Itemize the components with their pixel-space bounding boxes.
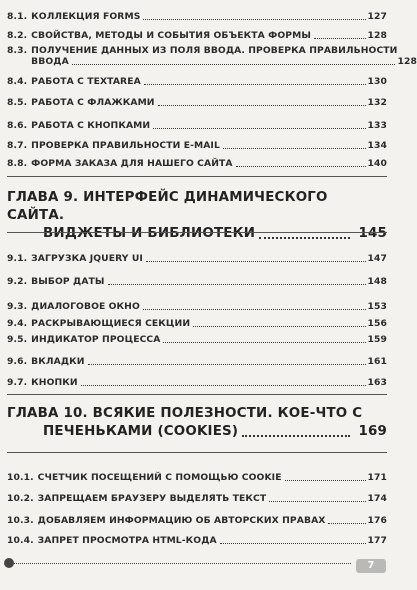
leader-dots <box>108 284 366 285</box>
entry-title: КНОПКИ <box>31 377 78 388</box>
leader-dots <box>146 261 366 262</box>
leader-dots <box>220 543 366 544</box>
leader-dots <box>153 128 365 129</box>
divider <box>7 176 387 177</box>
entry-page: 163 <box>367 377 387 388</box>
toc-entry <box>7 334 387 345</box>
entry-number: 8.3. <box>7 45 28 56</box>
entry-number: 9.3. <box>7 301 28 312</box>
entry-title: ВКЛАДКИ <box>31 356 85 367</box>
toc-entry <box>7 76 387 87</box>
entry-page: 161 <box>367 356 387 367</box>
entry-title: ПРОВЕРКА ПРАВИЛЬНОСТИ E-MAIL <box>31 140 220 151</box>
toc-entry <box>7 253 387 264</box>
entry-number: 9.1. <box>7 253 28 264</box>
toc-entry <box>7 30 387 41</box>
toc-entry <box>7 493 387 504</box>
chapter-page: 145 <box>358 226 387 241</box>
entry-number: 8.6. <box>7 120 28 131</box>
entry-page: 153 <box>367 301 387 312</box>
entry-number: 10.1. <box>7 472 34 483</box>
toc-entry <box>7 158 387 169</box>
entry-page: 128 <box>397 56 417 67</box>
entry-page: 147 <box>367 253 387 264</box>
leader-dots <box>314 38 366 39</box>
leader-dots <box>193 326 365 327</box>
leader-dots <box>81 385 366 386</box>
toc-entry <box>7 97 387 108</box>
entry-number: 9.2. <box>7 276 28 287</box>
entry-number: 10.3. <box>7 515 34 526</box>
divider <box>7 232 387 233</box>
entry-number: 8.5. <box>7 97 28 108</box>
chapter-page: 169 <box>358 424 387 439</box>
entry-page: 133 <box>367 120 387 131</box>
entry-number: 8.7. <box>7 140 28 151</box>
leader-dots <box>88 364 366 365</box>
entry-page: 148 <box>367 276 387 287</box>
entry-title: ЗАГРУЗКА JQUERY UI <box>31 253 143 264</box>
entry-number: 9.5. <box>7 334 28 345</box>
entry-title: ИНДИКАТОР ПРОЦЕССА <box>31 334 161 345</box>
entry-number: 8.4. <box>7 76 28 87</box>
toc-entry <box>7 515 387 526</box>
entry-page: 159 <box>367 334 387 345</box>
entry-title: ФОРМА ЗАКАЗА ДЛЯ НАШЕГО САЙТА <box>31 158 233 169</box>
leader-dots <box>285 480 366 481</box>
entry-page: 171 <box>367 472 387 483</box>
toc-entry <box>7 301 387 312</box>
entry-title: РАСКРЫВАЮЩИЕСЯ СЕКЦИИ <box>31 318 191 329</box>
entry-title: ВЫБОР ДАТЫ <box>31 276 105 287</box>
leader-dots <box>223 148 366 149</box>
toc-entry <box>7 377 387 388</box>
toc-entry <box>7 120 387 131</box>
entry-page: 140 <box>367 158 387 169</box>
footer-dotted-line <box>9 563 351 564</box>
leader-dots <box>163 342 365 343</box>
entry-number: 10.2. <box>7 493 34 504</box>
entry-page: 176 <box>367 515 387 526</box>
entry-title: ЗАПРЕТ ПРОСМОТРА HTML-КОДА <box>37 535 217 546</box>
leader-dots <box>158 105 366 106</box>
toc-entry <box>7 356 387 367</box>
entry-number: 8.8. <box>7 158 28 169</box>
entry-title: СЧЕТЧИК ПОСЕЩЕНИЙ С ПОМОЩЬЮ COOKIE <box>37 472 282 483</box>
entry-title: ЗАПРЕЩАЕМ БРАУЗЕРУ ВЫДЕЛЯТЬ ТЕКСТ <box>37 493 267 504</box>
entry-number: 8.2. <box>7 30 28 41</box>
entry-page: 177 <box>367 535 387 546</box>
entry-title: КОЛЛЕКЦИЯ FORMS <box>31 11 141 22</box>
chapter-title-line1: ГЛАВА 9. ИНТЕРФЕЙС ДИНАМИЧЕСКОГО САЙТА. <box>7 190 328 223</box>
entry-number: 9.6. <box>7 356 28 367</box>
divider <box>7 394 387 395</box>
chapter-heading <box>7 405 387 441</box>
leader-dots <box>259 237 350 239</box>
chapter-title-line2: ВИДЖЕТЫ И БИБЛИОТЕКИ <box>43 226 256 241</box>
chapter-heading <box>7 189 387 243</box>
leader-dots <box>144 84 366 85</box>
toc-entry <box>7 276 387 287</box>
entry-title: РАБОТА С ФЛАЖКАМИ <box>31 97 155 108</box>
entry-number: 8.1. <box>7 11 28 22</box>
chapter-title-line1: ГЛАВА 10. ВСЯКИЕ ПОЛЕЗНОСТИ. КОЕ-ЧТО С <box>7 406 363 421</box>
entry-page: 134 <box>367 140 387 151</box>
leader-dots <box>328 523 365 524</box>
entry-page: 127 <box>367 11 387 22</box>
entry-number: 9.4. <box>7 318 28 329</box>
leader-dots <box>236 166 366 167</box>
leader-dots <box>143 309 366 310</box>
entry-title: СВОЙСТВА, МЕТОДЫ И СОБЫТИЯ ОБЪЕКТА ФОРМЫ <box>31 30 311 41</box>
entry-page: 174 <box>367 493 387 504</box>
leader-dots <box>72 64 396 65</box>
leader-dots <box>143 19 365 20</box>
entry-number: 10.4. <box>7 535 34 546</box>
entry-page: 128 <box>367 30 387 41</box>
entry-title: РАБОТА С TEXTAREA <box>31 76 141 87</box>
leader-dots <box>269 501 365 502</box>
entry-title: РАБОТА С КНОПКАМИ <box>31 120 151 131</box>
entry-title-continued: ВВОДА <box>31 56 69 67</box>
chapter-title-line2: ПЕЧЕНЬКАМИ (COOKIES) <box>43 424 239 439</box>
entry-title: ДИАЛОГОВОЕ ОКНО <box>31 301 140 312</box>
entry-title: ДОБАВЛЯЕМ ИНФОРМАЦИЮ ОБ АВТОРСКИХ ПРАВАХ <box>37 515 326 526</box>
divider <box>7 452 387 453</box>
toc-entry <box>7 11 387 22</box>
toc-entry <box>7 140 387 151</box>
entry-number: 9.7. <box>7 377 28 388</box>
entry-title: ПОЛУЧЕНИЕ ДАННЫХ ИЗ ПОЛЯ ВВОДА. ПРОВЕРКА ПРАВИЛЬНОСТИ <box>31 45 398 56</box>
entry-page: 132 <box>367 97 387 108</box>
leader-dots <box>242 435 350 437</box>
page-number-badge: 7 <box>356 559 386 573</box>
toc-entry <box>7 472 387 483</box>
toc-entry <box>7 318 387 329</box>
toc-entry <box>7 535 387 546</box>
entry-page: 130 <box>367 76 387 87</box>
entry-page: 156 <box>367 318 387 329</box>
toc-entry <box>7 45 417 67</box>
